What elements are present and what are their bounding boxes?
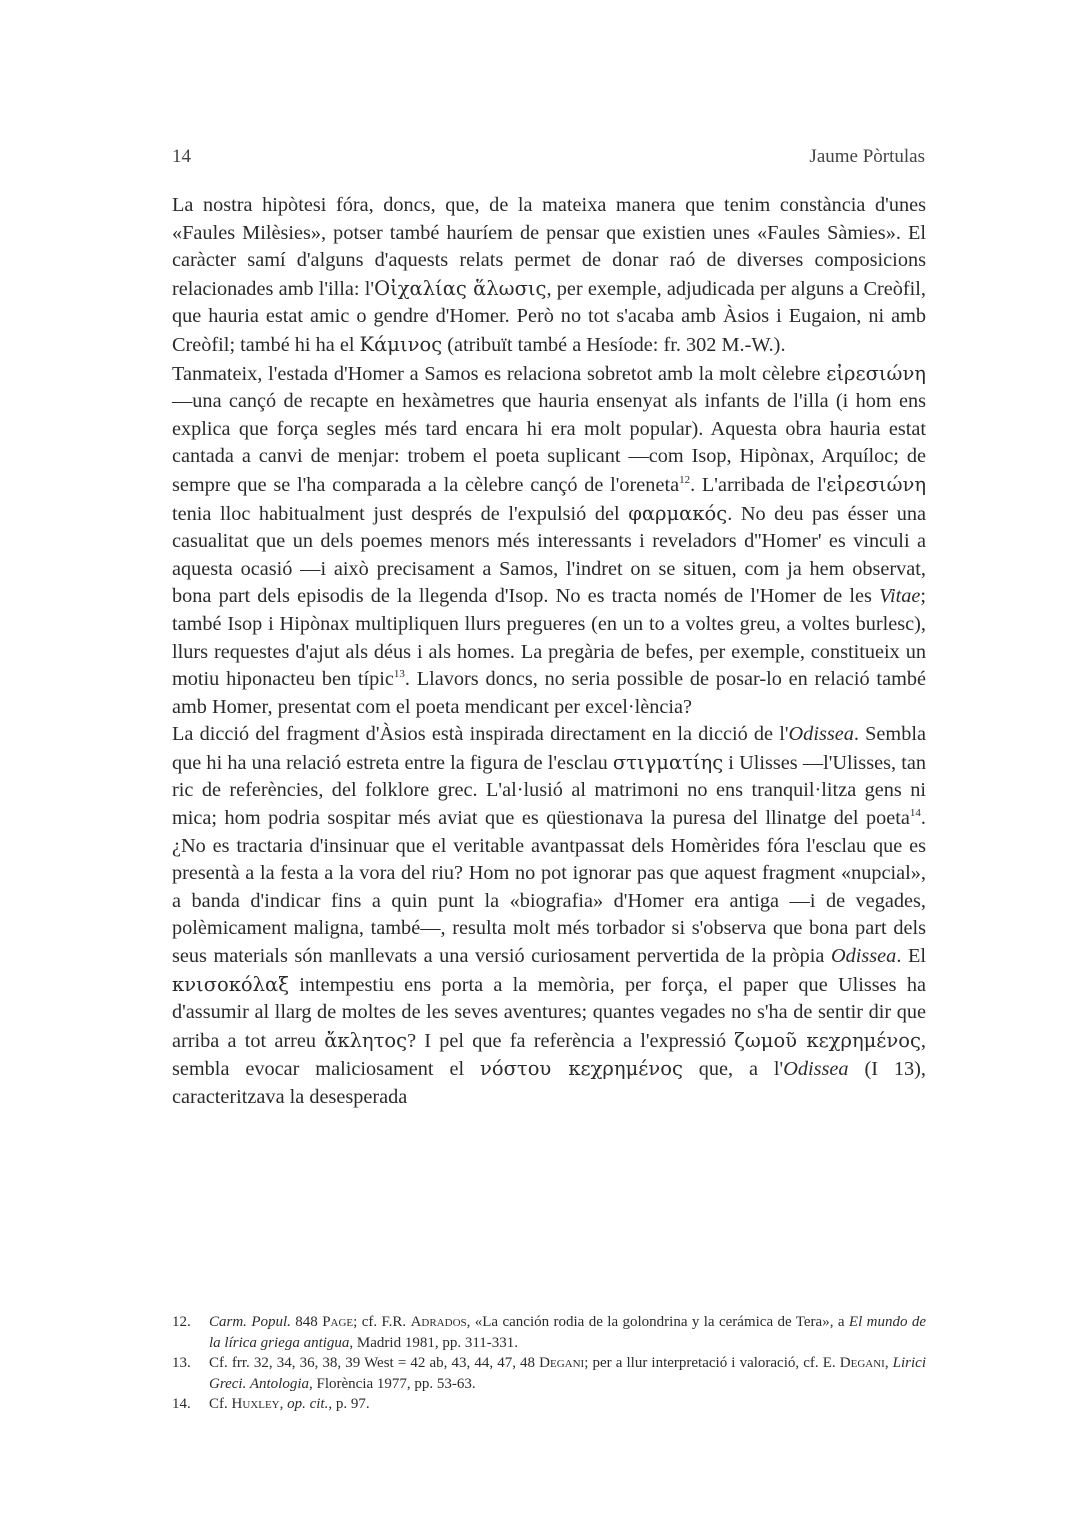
text-run: tenia lloc habitualment just després de l'expulsió del — [172, 502, 629, 525]
italic-title: Odissea — [830, 945, 897, 968]
footnote-number: 12. — [172, 1314, 191, 1330]
text-run: . No deu pas ésser una casualitat que un dels poemes menors més interessants i reveladors d''Homer' es vinculi a aquesta ocasió —i això precisament a Samos, l'indret on se situen, com ja hem observat, bona part dels episodis de la llegenda d'Isop. No es tracta només de l'Homer de les — [172, 502, 926, 608]
running-author: Jaume Pòrtulas — [809, 146, 925, 167]
footnote-ref-12[interactable]: 12 — [679, 474, 691, 487]
greek-term: εἰρεσιώνη — [826, 361, 926, 385]
text-run: , p. 97. — [328, 1396, 370, 1413]
text-run: Tanmateix, l'estada d'Homer a Samos es relaciona sobretot amb la molt cèlebre — [172, 362, 827, 385]
text-run: , — [279, 1396, 288, 1413]
text-run: (I 13), caracteritzava la desesperada — [172, 1058, 926, 1108]
text-run: 848 — [290, 1314, 323, 1330]
main-text — [172, 192, 926, 1112]
footnote-ref-13[interactable]: 13 — [393, 668, 405, 681]
greek-term: ἄκλητος — [324, 1028, 408, 1052]
italic-title: Lirici Greci. Antologia — [209, 1355, 927, 1392]
greek-term: Οἰχαλίας ἅλωσις — [374, 276, 547, 300]
author-name: Degani — [839, 1355, 885, 1372]
text-run: . L'arribada de l' — [690, 473, 827, 496]
text-run: intempestiu ens porta a la memòria, per força, el paper que Ulisses ha d'assumir al llarg de moltes de les seves aventures; quantes vegades no s'ha de sentir dir que arriba a tot arreu — [172, 973, 926, 1052]
text-run: . El — [896, 945, 926, 968]
italic-title: Vitae — [879, 585, 921, 608]
greek-term: ζωμοῦ κεχρημένος — [734, 1028, 921, 1052]
footnote-14 — [172, 1394, 926, 1415]
text-run: Cf. frr. 32, 34, 36, 38, 39 West = 42 ab, 43, 44, 47, 48 — [209, 1355, 540, 1372]
italic-title: Odissea — [788, 723, 854, 746]
greek-term: κνισοκόλαξ — [172, 972, 289, 996]
text-run: , «La canción rodia de la golondrina y la cerámica de Tera», a — [466, 1314, 849, 1330]
greek-term: στιγματίης — [612, 750, 724, 774]
footnote-number: 13. — [172, 1355, 191, 1372]
greek-term: εἰρεσιώνη — [826, 472, 927, 496]
footnote-text — [209, 1353, 926, 1394]
text-run: Cf. — [209, 1396, 232, 1413]
italic-title: El mundo de la lírica griega antigua — [209, 1314, 927, 1351]
text-run: La dicció del fragment d'Àsios està inspirada directament en la dicció de l' — [172, 723, 789, 746]
author-name: Page — [322, 1314, 354, 1330]
text-run: , sembla evocar maliciosament el — [172, 1029, 926, 1081]
text-run: ; per a llur interpretació i valoració, cf. E. — [584, 1355, 840, 1372]
text-run: La nostra hipòtesi fóra, doncs, que, de la mateixa manera que tenim constància d'unes «Faules Milèsies», potser també hauríem de pensar que existien unes «Faules Sàmies». El caràcter samí d'alguns d'aquests relats permet de donar raó de diverses composicions relacionades amb l'illa: l' — [172, 194, 926, 300]
running-header — [172, 146, 925, 168]
italic-title: Carm. Popul. — [209, 1314, 291, 1330]
footnote-number: 14. — [172, 1396, 191, 1413]
italic-title: op. cit. — [287, 1396, 329, 1413]
author-name: Degani — [539, 1355, 585, 1372]
text-run: , — [884, 1355, 893, 1372]
footnotes — [172, 1312, 926, 1415]
author-name: Adrados — [410, 1314, 467, 1330]
text-run: que, a l' — [682, 1058, 784, 1081]
text-run: , per exemple, adjudicada per alguns a Creòfil, que hauria estat amic o gendre d'Homer. Però no tot s'acaba amb Àsios i Eugaion, ni amb Creòfil; també hi ha el — [172, 277, 926, 356]
footnote-text — [209, 1312, 926, 1353]
text-run: ; cf. F.R. — [353, 1314, 411, 1330]
text-run: ? I pel que fa referència a l'expressió — [407, 1029, 735, 1052]
footnote-12 — [172, 1312, 926, 1353]
paragraph — [172, 192, 926, 721]
text-run: . Sembla que hi ha una relació estreta entre la figura de l'esclau — [172, 723, 926, 774]
italic-title: Odissea — [783, 1058, 849, 1081]
greek-term: Κάμινος — [359, 332, 443, 356]
footnote-text — [209, 1394, 926, 1415]
greek-term: φαρμακός — [628, 501, 728, 525]
text-run: i Ulisses —l'Ulisses, tan ric de referències, del folklore grec. L'al·lusió al matrimoni no ens tranquil·litza gens ni mica; hom podria sospitar més aviat que es qüestionava la puresa del llinatge del poeta — [172, 751, 926, 830]
text-run: , Florència 1977, pp. 53-63. — [309, 1375, 476, 1392]
page-number: 14 — [172, 146, 191, 167]
text-run: —una cançó de recapte en hexàmetres que hauria ensenyat als infants de l'illa (i hom ens explica que força segles més tard encara hi era molt popular). Aquesta obra hauria estat cantada a canvi de menjar: trobem el poeta suplicant —com Isop, Hipònax, Arquíloc; de sempre que se l'ha comparada a la cèlebre cançó de l'oreneta — [172, 390, 926, 496]
text-run: . Llavors doncs, no seria possible de posar-lo en relació també amb Homer, presentat com el poeta mendicant per excel·lència? — [172, 668, 926, 718]
greek-term: νόστου κεχρημένος — [480, 1057, 683, 1081]
text-run: , Madrid 1981, pp. 311-331. — [349, 1334, 519, 1351]
author-name: Huxley — [231, 1396, 280, 1413]
footnote-13 — [172, 1353, 926, 1394]
footnote-ref-14[interactable]: 14 — [909, 807, 921, 820]
paragraph — [172, 721, 926, 1111]
text-run: (atribuït també a Hesíode: fr. 302 M.-W.). — [442, 333, 786, 356]
text-run: . ¿No es tractaria d'insinuar que el veritable avantpassat dels Homèrides fóra l'esclau que es presentà a la festa a la vora del riu? Hom no pot ignorar pas que aquest fragment «nupcial», a banda d'indicar fins a quin punt la «biografia» d'Homer era antiga —i de vegades, polèmicament maligna, també—, resulta molt més torbador si s'observa que bona part dels seus materials són manllevats a una versió curiosament pervertida de la pròpia — [172, 807, 926, 968]
text-run: ; també Isop i Hipònax multipliquen llurs pregueres (en un to a voltes greu, a voltes burlesc), llurs requestes d'ajut als déus i als homes. La pregària de befes, per exemple, constitueix un motiu hiponacteu ben típic — [172, 585, 926, 691]
